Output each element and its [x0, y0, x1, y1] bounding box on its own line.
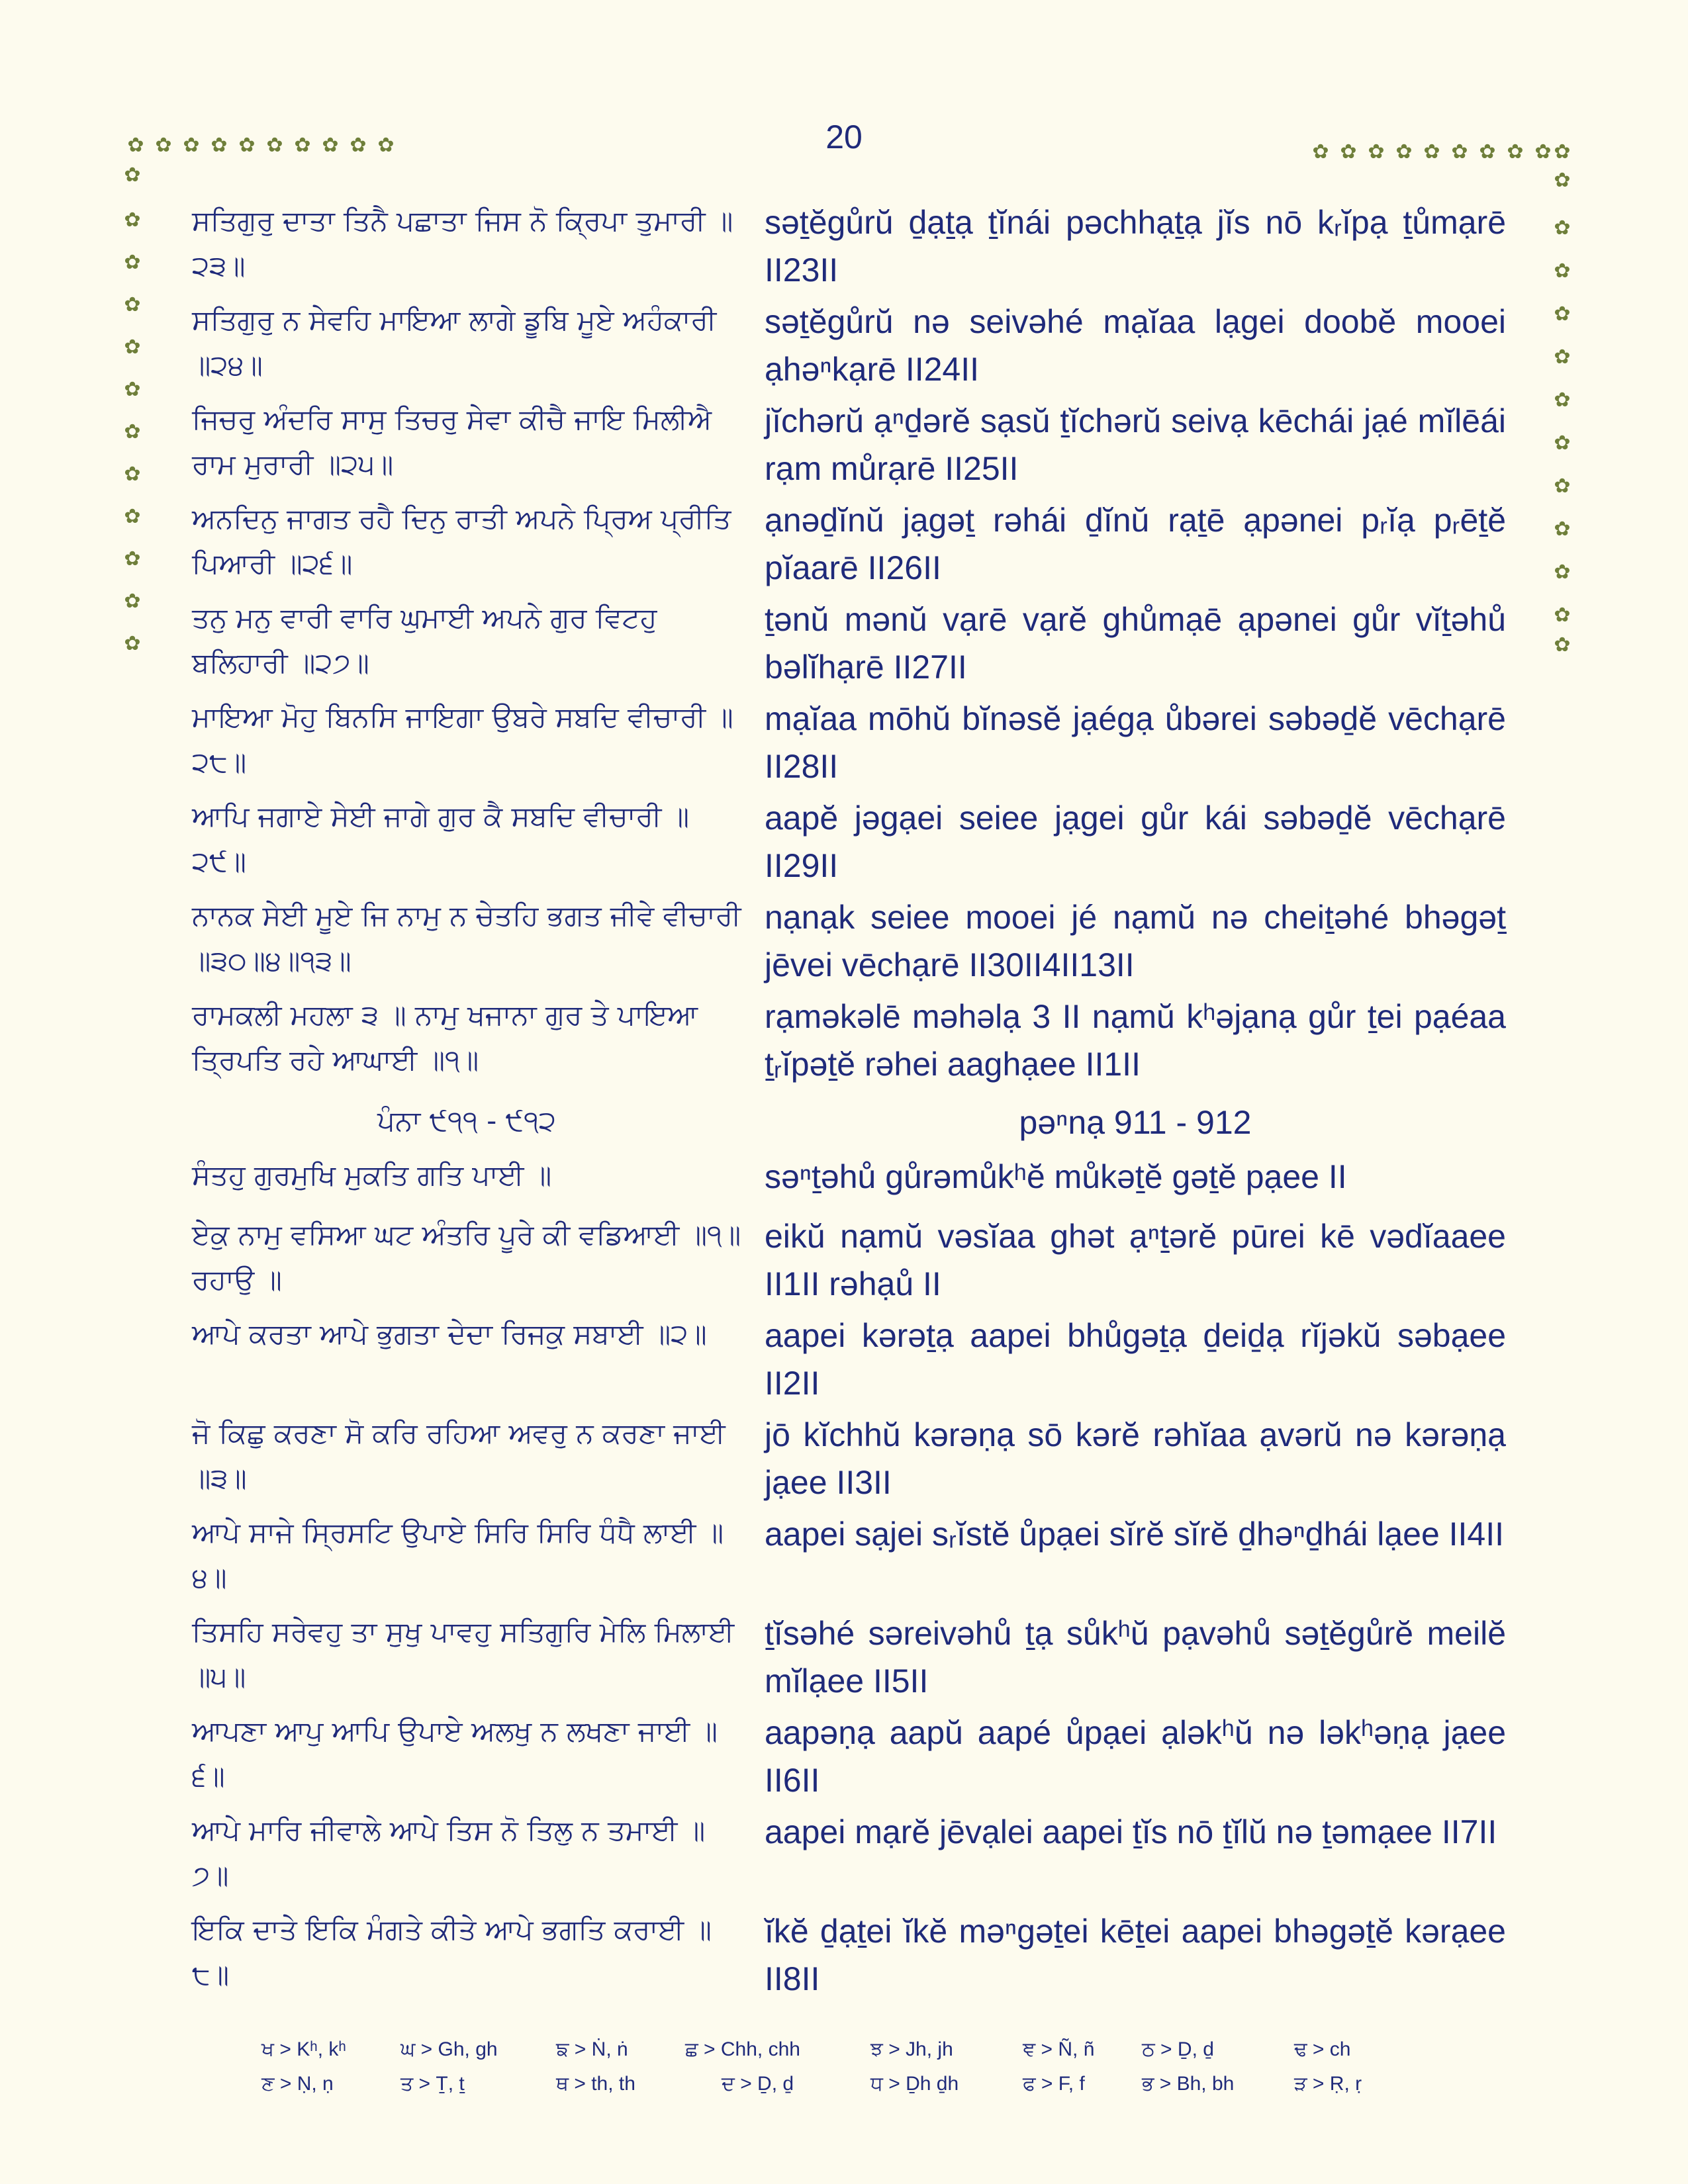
flower-icon: ✿	[1554, 561, 1571, 584]
transliteration-text: aapei kərəṯạ aapei bhůgəṯạ ḏeiḏạ rĭjəkŭ səbạee II2II	[765, 1317, 1506, 1402]
flower-icon: ✿	[1340, 140, 1357, 163]
gurmukhi-text: ਅਨਦਿਨੁ ਜਾਗਤ ਰਹੈ ਦਿਨੁ ਰਾਤੀ ਅਪਨੇ ਪ੍ਰਿਅ ਪ੍ਰੀਤਿ ਪਿਆਰੀ ॥੨੬॥	[192, 502, 731, 580]
flower-icon: ✿	[1395, 140, 1413, 163]
transliteration-text: aapĕ jəgạei seiee jạgei gůr kái səbəḏĕ vēchạrē II29II	[765, 799, 1506, 884]
flower-icon: ✿	[1368, 140, 1385, 163]
flower-icon: ✿	[124, 632, 141, 655]
flower-icon: ✿	[1554, 633, 1571, 657]
flower-icon: ✿	[1554, 169, 1571, 192]
gurmukhi-text: ਜੋ ਕਿਛੁ ਕਰਣਾ ਸੋ ਕਰਿ ਰਹਿਆ ਅਵਰੁ ਨ ਕਰਣਾ ਜਾਈ ॥੩॥	[192, 1417, 726, 1494]
flower-icon: ✿	[127, 134, 144, 157]
transliteration-text: mạĭaa mōhŭ bĭnəsĕ jạégạ ůbərei səbəḏĕ vēchạrē II28II	[765, 700, 1506, 785]
flower-icon: ✿	[124, 378, 141, 401]
transliteration-text: nạnạk seiee mooei jé nạmŭ nə cheiṯəhé bhəgəṯ jēvei vēchạrē II30II4II13II	[765, 899, 1506, 983]
flower-icon: ✿	[183, 134, 200, 157]
flower-icon: ✿	[1554, 432, 1571, 455]
legend-item: ਧ > Ḏh ḏh	[870, 2073, 959, 2095]
flower-icon: ✿	[124, 251, 141, 274]
flower-icon: ✿	[1507, 140, 1524, 163]
flower-icon: ✿	[124, 420, 141, 443]
transliteration-text: aapei mạrĕ jēvạlei aapei ṯĭs nō ṯĭlŭ nə ṯəmạee II7II	[765, 1813, 1497, 1850]
page-ref-gurmukhi: ਪੰਨਾ ੯੧੧ - ੯੧੨	[377, 1105, 557, 1137]
gurmukhi-text: ਆਪੇ ਸਾਜੇ ਸ੍ਰਿਸਟਿ ਉਪਾਏ ਸਿਰਿ ਸਿਰਿ ਧੰਧੈ ਲਾਈ ॥੪॥	[192, 1516, 724, 1594]
legend-item: ਘ > Gh, gh	[400, 2038, 498, 2060]
legend-item: ਝ > Jh, jh	[870, 2038, 953, 2060]
transliteration-text: eikŭ nạmŭ vəsĭaa ghət ạⁿṯərĕ pūrei kē vədĭaaee II1II rəhạů II	[765, 1218, 1506, 1302]
transliteration-text: ṯənŭ mənŭ vạrē vạrĕ ghůmạē ạpənei gůr vĭṯəhů bəlĭhạrē II27II	[765, 601, 1506, 686]
flower-icon: ✿	[1554, 216, 1571, 240]
gurmukhi-text: ਆਪਿ ਜਗਾਏ ਸੇਈ ਜਾਗੇ ਗੁਰ ਕੈ ਸਬਦਿ ਵੀਚਾਰੀ ॥੨੯॥	[192, 800, 690, 878]
transliteration-text: ạnəḏĭnŭ jạgəṯ rəhái ḏĭnŭ rạṯē ạpənei pᵣĭạ pᵣēṯĕ pĭaarē II26II	[765, 502, 1506, 586]
flower-icon: ✿	[294, 134, 311, 157]
transliteration-text: aapəṇạ aapŭ aapé ůpạei ạləkʰŭ nə ləkʰəṇạ jạee II6II	[765, 1714, 1506, 1799]
flower-icon: ✿	[124, 336, 141, 359]
flower-icon: ✿	[1554, 259, 1571, 283]
flower-icon: ✿	[1451, 140, 1468, 163]
legend-item: ਖ > Kʰ, kʰ	[261, 2038, 346, 2060]
flower-icon: ✿	[1554, 518, 1571, 541]
legend-item: ਙ > Ṅ, ṅ	[556, 2038, 628, 2060]
flower-icon: ✿	[124, 463, 141, 486]
transliteration-text: səṯĕgůrŭ ḏạṯạ ṯĭnái pəchhạṯạ jĭs nō kᵣĭpạ ṯůmạrē II23II	[765, 204, 1506, 289]
flower-icon: ✿	[124, 208, 141, 232]
transliteration-text: səⁿṯəhů gůrəmůkʰĕ můkəṯĕ gəṯĕ pạee II	[765, 1158, 1347, 1195]
transliteration-text: jō kĭchhŭ kərəṇạ sō kərĕ rəhĭaa ạvərŭ nə kərəṇạ jạee II3II	[765, 1416, 1506, 1501]
page-number: 20	[825, 118, 863, 156]
gurmukhi-text: ਰਾਮਕਲੀ ਮਹਲਾ ੩ ॥ ਨਾਮੁ ਖਜਾਨਾ ਗੁਰ ਤੇ ਪਾਇਆ ਤ੍ਰਿਪਤਿ ਰਹੇ ਆਘਾਈ ॥੧॥	[192, 999, 698, 1076]
transliteration-text: ĭkĕ ḏạṯei ĭkĕ məⁿgəṯei kēṯei aapei bhəgəṯĕ kərạee II8II	[765, 1913, 1506, 1997]
flower-icon: ✿	[266, 134, 283, 157]
legend-item: ਭ > Bh, bh	[1142, 2073, 1235, 2095]
gurmukhi-text: ਜਿਚਰੁ ਅੰਦਰਿ ਸਾਸੁ ਤਿਚਰੁ ਸੇਵਾ ਕੀਚੈ ਜਾਇ ਮਿਲੀਐ ਰਾਮ ਮੁਰਾਰੀ ॥੨੫॥	[192, 403, 712, 480]
legend-item: ਣ > Ṇ, ṇ	[261, 2073, 334, 2095]
transliteration-text: aapei sạjei sᵣĭstĕ ůpạei sĭrĕ sĭrĕ ḏhəⁿḏhái lạee II4II	[765, 1516, 1505, 1553]
legend-item: ਦ > Ḏ, ḏ	[722, 2073, 794, 2095]
gurmukhi-text: ਨਾਨਕ ਸੇਈ ਮੂਏ ਜਿ ਨਾਮੁ ਨ ਚੇਤਹਿ ਭਗਤ ਜੀਵੇ ਵੀਚਾਰੀ ॥੩੦॥੪॥੧੩॥	[192, 899, 741, 977]
gurmukhi-text: ਇਕਿ ਦਾਤੇ ਇਕਿ ਮੰਗਤੇ ਕੀਤੇ ਆਪੇ ਭਗਤਿ ਕਰਾਈ ॥੮॥	[192, 1913, 712, 1991]
flower-icon: ✿	[1534, 140, 1552, 163]
flower-icon: ✿	[124, 547, 141, 570]
gurmukhi-text: ਆਪੇ ਮਾਰਿ ਜੀਵਾਲੇ ਆਪੇ ਤਿਸ ਨੋ ਤਿਲੁ ਨ ਤਮਾਈ ॥੭॥	[192, 1814, 706, 1891]
gurmukhi-text: ਤਨੁ ਮਨੁ ਵਾਰੀ ਵਾਰਿ ਘੁਮਾਈ ਅਪਨੇ ਗੁਰ ਵਿਟਹੁ ਬਲਿਹਾਰੀ ॥੨੭॥	[192, 602, 657, 679]
gurmukhi-text: ਸਤਿਗੁਰੁ ਦਾਤਾ ਤਿਨੈ ਪਛਾਤਾ ਜਿਸ ਨੋ ਕ੍ਰਿਪਾ ਤੁਮਾਰੀ ॥੨੩॥	[192, 205, 733, 282]
flower-icon: ✿	[1423, 140, 1440, 163]
flower-icon: ✿	[1554, 475, 1571, 498]
flower-icon: ✿	[1479, 140, 1496, 163]
flower-icon: ✿	[124, 590, 141, 613]
gurmukhi-text: ਏਕੁ ਨਾਮੁ ਵਸਿਆ ਘਟ ਅੰਤਰਿ ਪੂਰੇ ਕੀ ਵਡਿਆਈ ॥੧॥ ਰਹਾਉ ॥	[192, 1218, 741, 1296]
legend-item: ਠ > Ḏ, ḏ	[1142, 2038, 1214, 2060]
flower-icon: ✿	[377, 134, 395, 157]
legend-item: ਢ > ch	[1294, 2038, 1351, 2060]
gurmukhi-text: ਮਾਇਆ ਮੋਹੁ ਬਿਨਸਿ ਜਾਇਗਾ ਉਬਰੇ ਸਬਦਿ ਵੀਚਾਰੀ ॥੨੮॥	[192, 701, 733, 778]
flower-icon: ✿	[1554, 345, 1571, 369]
legend-item: ਫ > F, f	[1023, 2073, 1085, 2095]
gurmukhi-text: ਤਿਸਹਿ ਸਰੇਵਹੁ ਤਾ ਸੁਖੁ ਪਾਵਹੁ ਸਤਿਗੁਰਿ ਮੇਲਿ ਮਿਲਾਈ ॥੫॥	[192, 1615, 735, 1693]
gurmukhi-text: ਸੰਤਹੁ ਗੁਰਮੁਖਿ ਮੁਕਤਿ ਗਤਿ ਪਾਈ ॥	[192, 1159, 552, 1191]
transliteration-text: səṯĕgůrŭ nə seivəhé mạĭaa lạgei doobĕ mooei ạhəⁿkạrē II24II	[765, 303, 1506, 388]
flower-icon: ✿	[124, 505, 141, 528]
flower-icon: ✿	[211, 134, 228, 157]
legend-item: ਛ > Chh, chh	[685, 2038, 800, 2060]
page-ref-transliteration: pəⁿnạ 911 - 912	[1019, 1104, 1252, 1141]
gurmukhi-text: ਸਤਿਗੁਰੁ ਨ ਸੇਵਹਿ ਮਾਇਆ ਲਾਗੇ ਡੂਬਿ ਮੂਏ ਅਹੰਕਾਰੀ ॥੨੪॥	[192, 304, 717, 381]
flower-icon: ✿	[322, 134, 339, 157]
gurmukhi-text: ਆਪੇ ਕਰਤਾ ਆਪੇ ਭੁਗਤਾ ਦੇਦਾ ਰਿਜਕੁ ਸਬਾਈ ॥੨॥	[192, 1318, 707, 1350]
flower-icon: ✿	[1554, 140, 1571, 163]
flower-icon: ✿	[124, 293, 141, 316]
transliteration-text: rạməkəlē məhəlạ 3 II nạmŭ kʰəjạnạ gůr ṯei pạéaa ṯᵣĭpəṯĕ rəhei aaghạee II1II	[765, 998, 1506, 1083]
flower-icon: ✿	[238, 134, 256, 157]
flower-icon: ✿	[1554, 388, 1571, 412]
transliteration-text: jĭchərŭ ạⁿḏərĕ sạsŭ ṯĭchərŭ seivạ kēchái jạé mĭlēái rạm můrạrē II25II	[765, 402, 1506, 487]
flower-icon: ✿	[350, 134, 367, 157]
legend-item: ਞ > Ñ, ñ	[1023, 2038, 1095, 2060]
gurmukhi-text: ਆਪਣਾ ਆਪੁ ਆਪਿ ਉਪਾਏ ਅਲਖੁ ਨ ਲਖਣਾ ਜਾਈ ॥੬॥	[192, 1715, 718, 1792]
legend-item: ੜ > Ṛ, ṛ	[1294, 2073, 1362, 2095]
transliteration-text: ṯĭsəhé səreivəhů ṯạ sůkʰŭ pạvəhů səṯĕgůrĕ meilĕ mĭlạee II5II	[765, 1615, 1506, 1700]
flower-icon: ✿	[1554, 604, 1571, 627]
flower-icon: ✿	[1312, 140, 1329, 163]
flower-icon: ✿	[155, 134, 172, 157]
legend-item: ਤ > Ṯ, ṯ	[400, 2073, 465, 2095]
flower-icon: ✿	[124, 163, 141, 187]
flower-icon: ✿	[1554, 302, 1571, 326]
legend-item: ਥ > th, th	[556, 2073, 635, 2095]
